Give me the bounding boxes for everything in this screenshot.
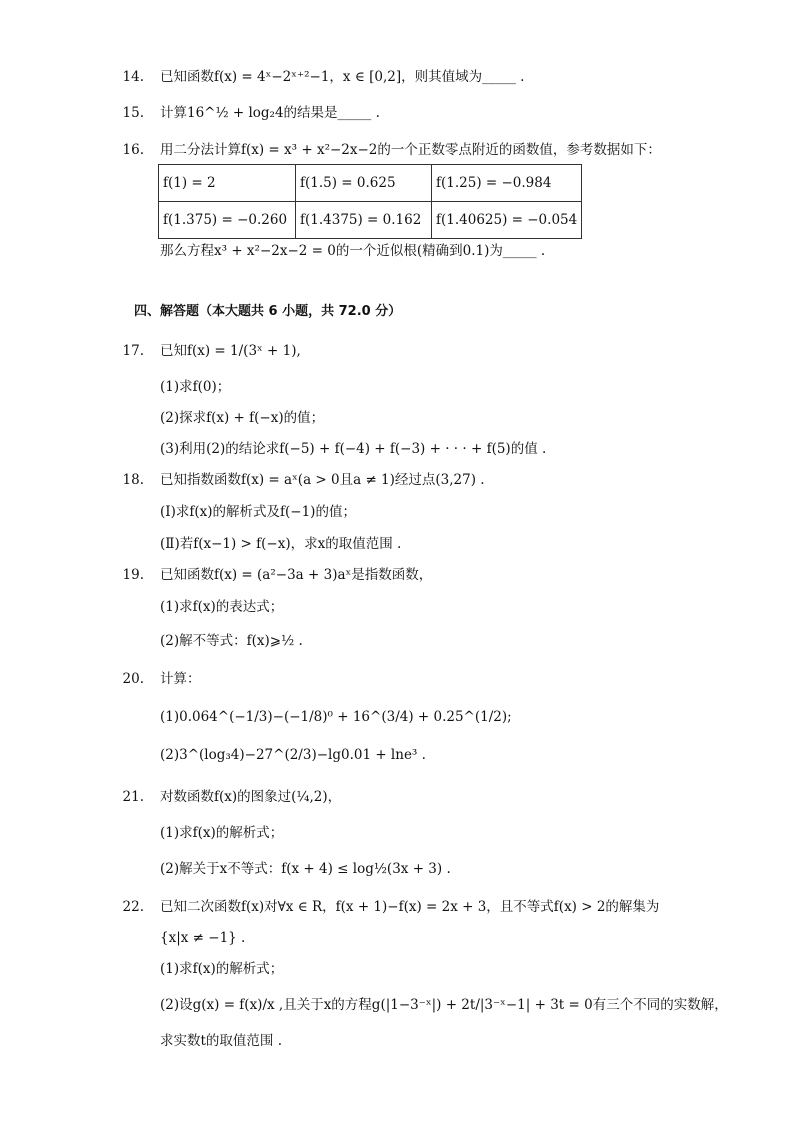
question-number: 18.	[122, 472, 144, 488]
question-number: 21.	[122, 789, 144, 805]
question-19-part-1: (1)求f(x)的表达式；	[160, 599, 284, 615]
question-21-part-1: (1)求f(x)的解析式；	[160, 825, 284, 841]
question-22-text: 已知二次函数f(x)对∀x ∈ R，f(x + 1)−f(x) = 2x + 3，且不等式f(x) > 2的解集为	[160, 899, 660, 915]
function-values-table	[158, 164, 582, 239]
table-cell: f(1.40625) = −0.054	[432, 202, 582, 239]
table-cell: f(1) = 2	[159, 165, 296, 202]
question-20-text: 计算：	[160, 671, 201, 687]
question-15-text: 计算16^½ + log₂4的结果是_____ .	[160, 105, 380, 121]
question-19-text: 已知函数f(x) = (a²−3a + 3)aˣ是指数函数，	[160, 567, 433, 583]
question-number: 16.	[122, 142, 144, 158]
question-20-part-1: (1)0.064^(−1/3)−(−1/8)⁰ + 16^(3/4) + 0.25^(1/2);	[160, 709, 512, 725]
question-16-text: 用二分法计算f(x) = x³ + x²−2x−2的一个正数零点附近的函数值，参考数据如下：	[160, 142, 661, 158]
question-number: 20.	[122, 671, 144, 687]
table-cell: f(1.5) = 0.625	[296, 165, 432, 202]
question-number: 14.	[122, 69, 144, 85]
table-cell: f(1.4375) = 0.162	[296, 202, 432, 239]
question-17-text: 已知f(x) = 1/(3ˣ + 1),	[160, 343, 301, 359]
table-row	[159, 202, 582, 239]
question-22-part-3: 求实数t的取值范围 .	[160, 1033, 283, 1049]
table-cell: f(1.375) = −0.260	[159, 202, 296, 239]
question-number: 22.	[122, 899, 144, 915]
question-17-part-1: (1)求f(0)；	[160, 379, 231, 395]
question-18-part-1: (Ⅰ)求f(x)的解析式及f(−1)的值；	[160, 504, 356, 520]
question-21-part-2: (2)解关于x不等式：f(x + 4) ≤ log½(3x + 3) .	[160, 861, 451, 877]
table-row	[159, 165, 582, 202]
question-number: 19.	[122, 567, 144, 583]
question-14-text: 已知函数f(x) = 4ˣ−2ˣ⁺²−1，x ∈ [0,2]，则其值域为_____ .	[160, 69, 525, 85]
question-18-text: 已知指数函数f(x) = aˣ(a > 0且a ≠ 1)经过点(3,27) .	[160, 472, 485, 488]
question-22-text-continued: {x|x ≠ −1} .	[160, 930, 246, 946]
question-17-part-3: (3)利用(2)的结论求f(−5) + f(−4) + f(−3) + · · · + f(5)的值 .	[160, 441, 547, 457]
question-number: 17.	[122, 343, 144, 359]
question-20-part-2: (2)3^(log₃4)−27^(2/3)−lg0.01 + lne³ .	[160, 747, 426, 763]
question-21-text: 对数函数f(x)的图象过(¼,2)，	[160, 789, 342, 805]
question-16-followup: 那么方程x³ + x²−2x−2 = 0的一个近似根(精确到0.1)为_____ .	[160, 243, 546, 259]
question-number: 15.	[122, 105, 144, 121]
question-17-part-2: (2)探求f(x) + f(−x)的值；	[160, 410, 325, 426]
question-22-part-1: (1)求f(x)的解析式；	[160, 961, 284, 977]
question-19-part-2: (2)解不等式：f(x)⩾½ .	[160, 633, 303, 649]
section-heading: 四、解答题（本大题共 6 小题，共 72.0 分）	[134, 304, 402, 319]
table-cell: f(1.25) = −0.984	[432, 165, 582, 202]
question-18-part-2: (Ⅱ)若f(x−1) > f(−x)，求x的取值范围 .	[160, 536, 402, 552]
question-22-part-2: (2)设g(x) = f(x)/x ,且关于x的方程g(|1−3⁻ˣ|) + 2t/|3⁻ˣ−1| + 3t = 0有三个不同的实数解，	[160, 997, 728, 1013]
